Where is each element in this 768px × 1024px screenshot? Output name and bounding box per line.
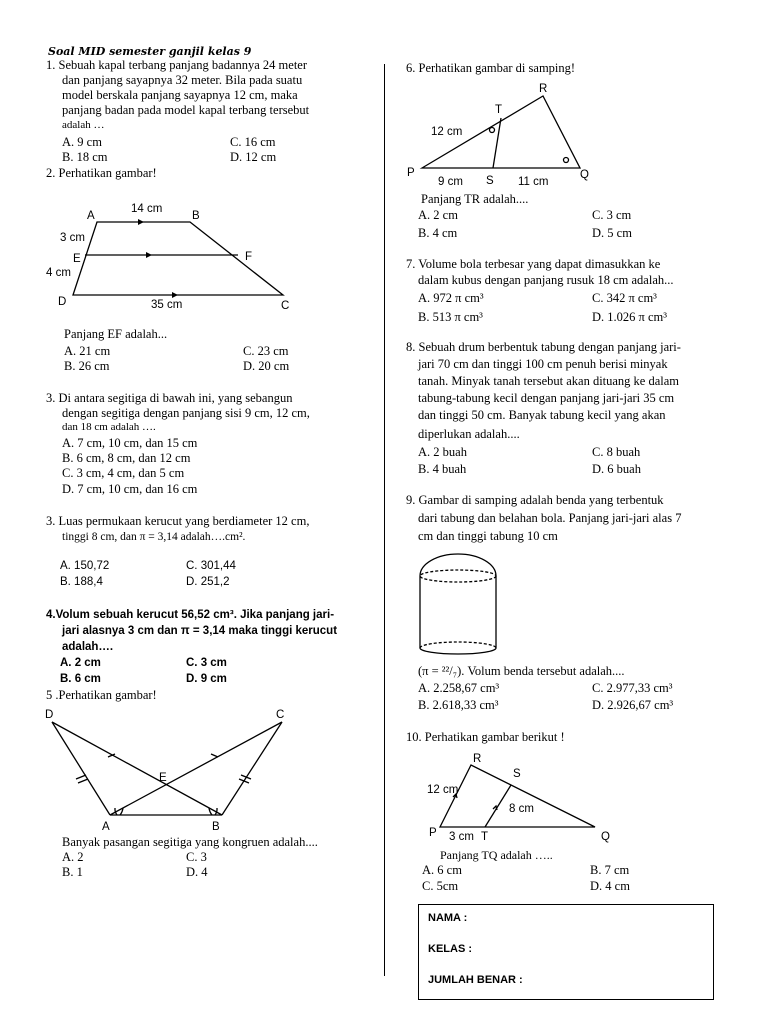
q1-line: panjang badan pada model kapal terbang tersebut <box>62 103 310 117</box>
label-b: B <box>192 210 200 222</box>
q5-option-d: D. 4 <box>186 865 208 879</box>
q6-option-a: A. 2 cm <box>418 208 458 222</box>
label-e: E <box>159 772 167 784</box>
q9-option-c: C. 2.977,33 cm³ <box>592 681 673 695</box>
q1-line: adalah … <box>62 119 105 131</box>
q6-option-d: D. 5 cm <box>592 226 632 240</box>
q1-line: model berskala panjang sayapnya 12 cm, maka <box>62 88 298 102</box>
q1-option-a: A. 9 cm <box>62 135 102 149</box>
q5-prompt: 5 .Perhatikan gambar! <box>46 688 157 702</box>
q10-prompt: 10. Perhatikan gambar berikut ! <box>406 730 565 744</box>
q9-option-d: D. 2.926,67 cm³ <box>592 698 674 712</box>
q1-line: dan panjang sayapnya 32 meter. Bila pada suatu <box>62 73 303 87</box>
q3a-option-a: A. 7 cm, 10 cm, dan 15 cm <box>62 436 198 450</box>
q6-question: Panjang TR adalah.... <box>421 192 529 206</box>
q9-option-a: A. 2.258,67 cm³ <box>418 681 500 695</box>
label-t: T <box>481 831 489 843</box>
q3b-line: tinggi 8 cm, dan π = 3,14 adalah….cm². <box>62 531 246 543</box>
length-pt: 3 cm <box>449 831 474 843</box>
q2-prompt: 2. Perhatikan gambar! <box>46 166 157 180</box>
q1-line: 1. Sebuah kapal terbang panjang badannya 24 meter <box>46 58 308 72</box>
q7-option-d: D. 1.026 π cm³ <box>592 310 667 324</box>
label-s: S <box>513 768 521 780</box>
q8-option-c: C. 8 buah <box>592 445 641 459</box>
q5-option-a: A. 2 <box>62 850 84 864</box>
class-field[interactable]: KELAS : <box>428 943 472 955</box>
label-a: A <box>87 210 95 222</box>
label-p: P <box>429 827 437 839</box>
q10-option-a: A. 6 cm <box>422 863 462 877</box>
q3a-option-c: C. 3 cm, 4 cm, dan 5 cm <box>62 466 185 480</box>
q4-option-a: A. 2 cm <box>60 657 101 669</box>
q3b-line: 3. Luas permukaan kerucut yang berdiameter 12 cm, <box>46 514 310 528</box>
q4-option-b: B. 6 cm <box>60 673 101 685</box>
length-ae: 3 cm <box>60 232 85 244</box>
q2-option-a: A. 21 cm <box>64 344 111 358</box>
q8-line: jari 70 cm dan tinggi 100 cm penuh berisi minyak <box>418 357 668 371</box>
q8-line: tanah. Minyak tanah tersebut akan dituang ke dalam <box>418 374 680 388</box>
label-d: D <box>45 709 54 721</box>
q3a-option-d: D. 7 cm, 10 cm, dan 16 cm <box>62 482 198 496</box>
q3b-option-c: C. 301,44 <box>186 560 236 572</box>
q1-option-c: C. 16 cm <box>230 135 276 149</box>
q2-question: Panjang EF adalah... <box>64 327 168 341</box>
q8-line: diperlukan adalah.... <box>418 427 520 441</box>
length-pt: 12 cm <box>431 126 463 138</box>
length-ed: 4 cm <box>46 267 71 279</box>
q9-line: 9. Gambar di samping adalah benda yang terbentuk <box>406 493 664 507</box>
label-e: E <box>73 253 81 265</box>
label-r: R <box>539 83 548 95</box>
q3a-option-b: B. 6 cm, 8 cm, dan 12 cm <box>62 451 191 465</box>
q9-formula: (π = ²²/₇). Volum benda tersebut adalah.... <box>418 664 625 678</box>
q2-option-d: D. 20 cm <box>243 359 290 373</box>
q4-line: adalah…. <box>62 641 114 653</box>
q8-option-b: B. 4 buah <box>418 462 467 476</box>
q8-option-a: A. 2 buah <box>418 445 467 459</box>
q6-prompt: 6. Perhatikan gambar di samping! <box>406 61 576 75</box>
label-p: P <box>407 167 415 179</box>
q2-option-c: C. 23 cm <box>243 344 289 358</box>
q1-option-b: B. 18 cm <box>62 150 108 164</box>
q7-option-a: A. 972 π cm³ <box>418 291 484 305</box>
q10-question: Panjang TQ adalah ….. <box>440 848 553 862</box>
q3a-line: dengan segitiga dengan panjang sisi 9 cm, 12 cm, <box>62 406 310 420</box>
label-r: R <box>473 753 482 765</box>
q9-line: dari tabung dan belahan bola. Panjang jari-jari alas 7 <box>418 511 682 525</box>
label-t: T <box>495 104 503 116</box>
q3b-option-b: B. 188,4 <box>60 576 103 588</box>
label-q: Q <box>580 169 589 181</box>
length-sq: 11 cm <box>518 176 549 188</box>
q7-line: dalam kubus dengan panjang rusuk 18 cm adalah... <box>418 273 674 287</box>
student-info-box <box>418 904 714 1000</box>
label-c: C <box>281 300 290 312</box>
score-field[interactable]: JUMLAH BENAR : <box>428 974 523 986</box>
q6-option-b: B. 4 cm <box>418 226 458 240</box>
length-ps: 9 cm <box>438 176 463 188</box>
q7-line: 7. Volume bola terbesar yang dapat dimasukkan ke <box>406 257 661 271</box>
length-pr: 12 cm <box>427 784 459 796</box>
q3b-option-d: D. 251,2 <box>186 576 230 588</box>
length-ab: 14 cm <box>131 203 163 215</box>
segment-ts <box>485 785 511 827</box>
page-title: Soal MID semester ganjil kelas 9 <box>48 45 252 58</box>
q9-line: cm dan tinggi tabung 10 cm <box>418 529 558 543</box>
q4-option-c: C. 3 cm <box>186 657 227 669</box>
q5-option-b: B. 1 <box>62 865 83 879</box>
q3a-line: dan 18 cm adalah …. <box>62 421 156 433</box>
q5-question: Banyak pasangan segitiga yang kongruen adalah.... <box>62 835 318 849</box>
q5-option-c: C. 3 <box>186 850 207 864</box>
length-dc: 35 cm <box>151 299 183 311</box>
q8-line: dan tinggi 50 cm. Banyak tabung kecil yang akan <box>418 408 666 422</box>
q8-line: 8. Sebuah drum berbentuk tabung dengan panjang jari- <box>406 340 681 354</box>
label-c: C <box>276 709 285 721</box>
q10-option-d: D. 4 cm <box>590 879 630 893</box>
parallel-arrow <box>493 806 497 810</box>
label-b: B <box>212 821 220 833</box>
q1-option-d: D. 12 cm <box>230 150 277 164</box>
q4-line: jari alasnya 3 cm dan π = 3,14 maka tinggi kerucut <box>62 625 338 637</box>
q4-line: 4.Volum sebuah kerucut 56,52 cm³. Jika panjang jari- <box>46 609 335 621</box>
q10-option-b: B. 7 cm <box>590 863 630 877</box>
label-d: D <box>58 296 67 308</box>
q10-option-c: C. 5cm <box>422 879 459 893</box>
q4-option-d: D. 9 cm <box>186 673 227 685</box>
length-ts: 8 cm <box>509 803 534 815</box>
q9-option-b: B. 2.618,33 cm³ <box>418 698 499 712</box>
q8-line: tabung-tabung kecil dengan panjang jari-jari 35 cm <box>418 391 675 405</box>
q7-option-c: C. 342 π cm³ <box>592 291 657 305</box>
label-a: A <box>102 821 110 833</box>
name-field[interactable]: NAMA : <box>428 912 468 924</box>
q8-option-d: D. 6 buah <box>592 462 641 476</box>
q6-option-c: C. 3 cm <box>592 208 632 222</box>
q3a-line: 3. Di antara segitiga di bawah ini, yang sebangun <box>46 391 293 405</box>
label-s: S <box>486 175 494 187</box>
label-f: F <box>245 251 253 263</box>
q2-option-b: B. 26 cm <box>64 359 110 373</box>
q3b-option-a: A. 150,72 <box>60 560 110 572</box>
label-q: Q <box>601 831 610 843</box>
q7-option-b: B. 513 π cm³ <box>418 310 483 324</box>
